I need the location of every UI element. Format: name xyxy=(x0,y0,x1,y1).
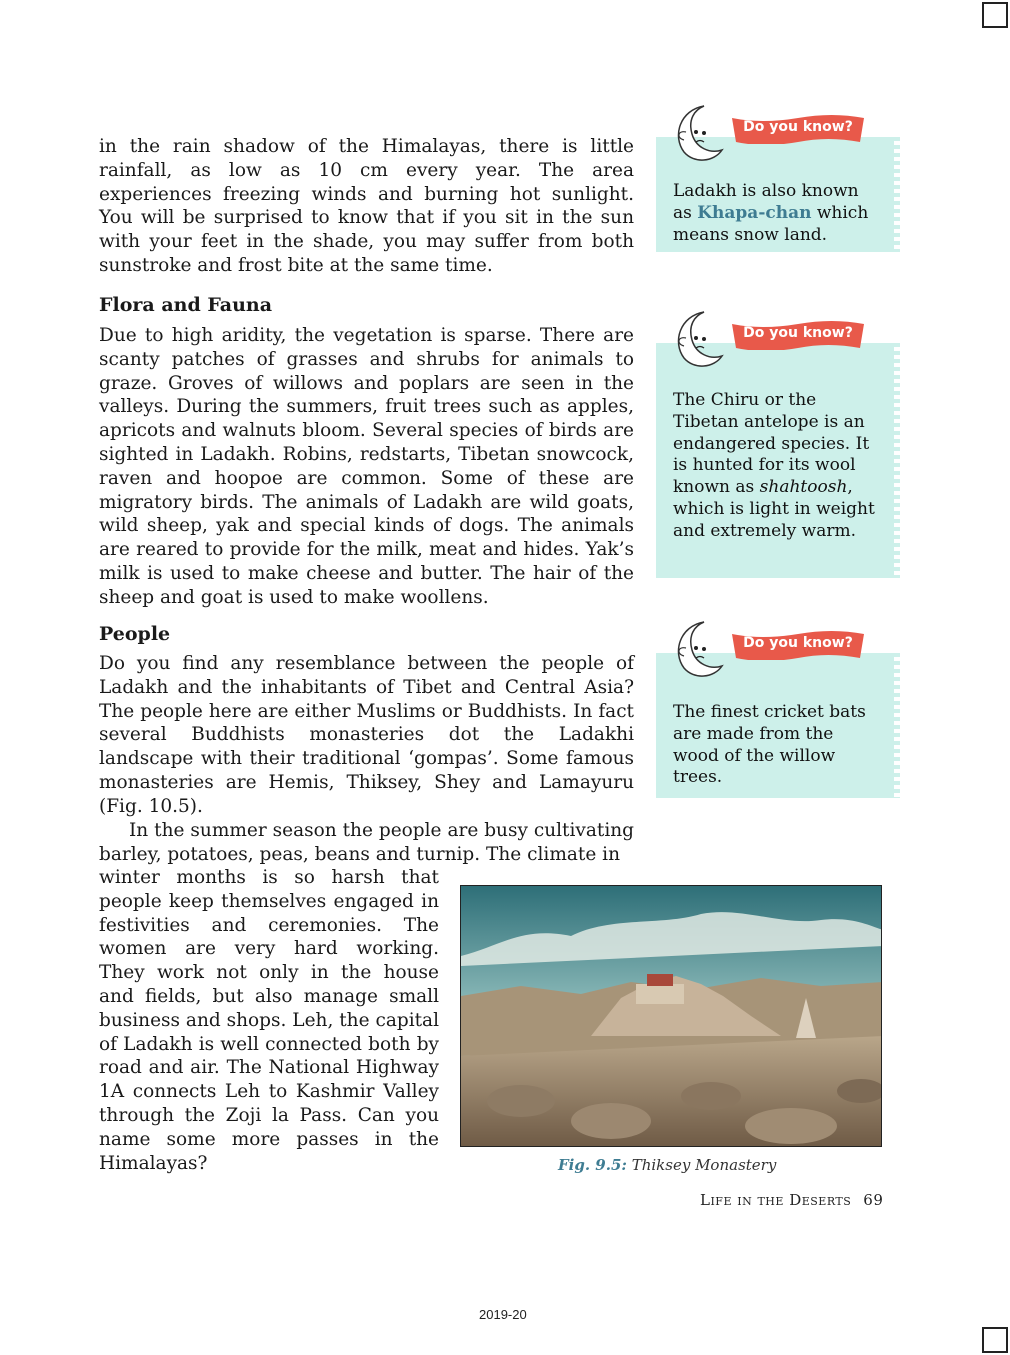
do-you-know-box-2: The Chiru or the Tibetan antelope is an endangered species. It is hunted for its wool known as shahtoosh, which is light in weight and extremely warm. xyxy=(656,343,896,578)
paragraph-people-3: winter months is so harsh that people keep themselves engaged in festivities and ceremonies. The women are very hard working. They work not only in the house and fields, but also manage small business and shops. Leh, the capital of Ladakh is well connected both by road and air. The National Highway 1A connects Leh to Kashmir Valley through the Zoji la Pass. Can you name some more passes in the Himalayas? xyxy=(99,867,439,1174)
year-label: 2019-20 xyxy=(479,1307,527,1322)
paragraph-flora-fauna: Due to high aridity, the vegetation is sparse. There are scanty patches of grasses and shrubs for animals to graze. Groves of willows and poplars are seen in the valleys. During the summers, fruit trees such as apples, apricots and walnuts bloom. Several species of birds are sighted in Ladakh. Robins, redstarts, Tibetan snowcock, raven and hoopoe are common. Some of these are migratory birds. The animals of Ladakh are wild goats, wild sheep, yak and special kinds of dogs. The animals are reared to provide for the milk, meat and hides. Yak’s milk is used to make cheese and butter. The hair of the sheep and goat is used to make woollens. xyxy=(99,325,634,608)
running-footer: Life in the Deserts 69 xyxy=(700,1191,884,1209)
do-you-know-banner: Do you know? xyxy=(732,320,864,350)
paragraph-rain-shadow: in the rain shadow of the Himalayas, there is little rainfall, as low as 10 cm every year. The area experiences freezing winds and burning hot sunlight. You will be surprised to know that if you sit in the sun with your feet in the shade, you may suffer from both sunstroke and frost bite at the same time. xyxy=(99,136,634,276)
figure-caption: Fig. 9.5: Thiksey Monastery xyxy=(558,1156,777,1174)
paragraph-people-2: In the summer season the people are busy cultivating barley, potatoes, peas, beans and turnip. The climate in xyxy=(99,820,634,865)
corner-mark-bottom xyxy=(982,1327,1008,1353)
do-you-know-header-1 xyxy=(656,108,896,158)
highlight-term: Khapa-chan xyxy=(697,202,812,223)
italic-term: shahtoosh xyxy=(759,477,848,498)
do-you-know-banner: Do you know? xyxy=(732,114,864,144)
do-you-know-header-2 xyxy=(656,314,896,364)
do-you-know-banner: Do you know? xyxy=(732,630,864,660)
do-you-know-box-3: The finest cricket bats are made from the wood of the willow trees. xyxy=(656,653,896,798)
heading-people: People xyxy=(99,623,171,645)
page-number: 69 xyxy=(863,1191,884,1209)
thiksey-monastery-photo xyxy=(460,885,882,1147)
moon-mascot-icon xyxy=(666,618,724,682)
do-you-know-box-1: Ladakh is also known as Khapa-chan which means snow land. xyxy=(656,137,896,252)
corner-mark-top xyxy=(982,2,1008,28)
do-you-know-header-3 xyxy=(656,624,896,674)
heading-flora-fauna: Flora and Fauna xyxy=(99,294,273,316)
paragraph-people-1: Do you find any resemblance between the people of Ladakh and the inhabitants of Tibet and Central Asia? The people here are either Muslims or Buddhists. In fact several Buddhists monasteries dot the Ladakhi landscape with their traditional ‘gompas’. Some famous monasteries are Hemis, Thiksey, Shey and Lamayuru (Fig. 10.5). xyxy=(99,653,634,817)
moon-mascot-icon xyxy=(666,102,724,166)
moon-mascot-icon xyxy=(666,308,724,372)
